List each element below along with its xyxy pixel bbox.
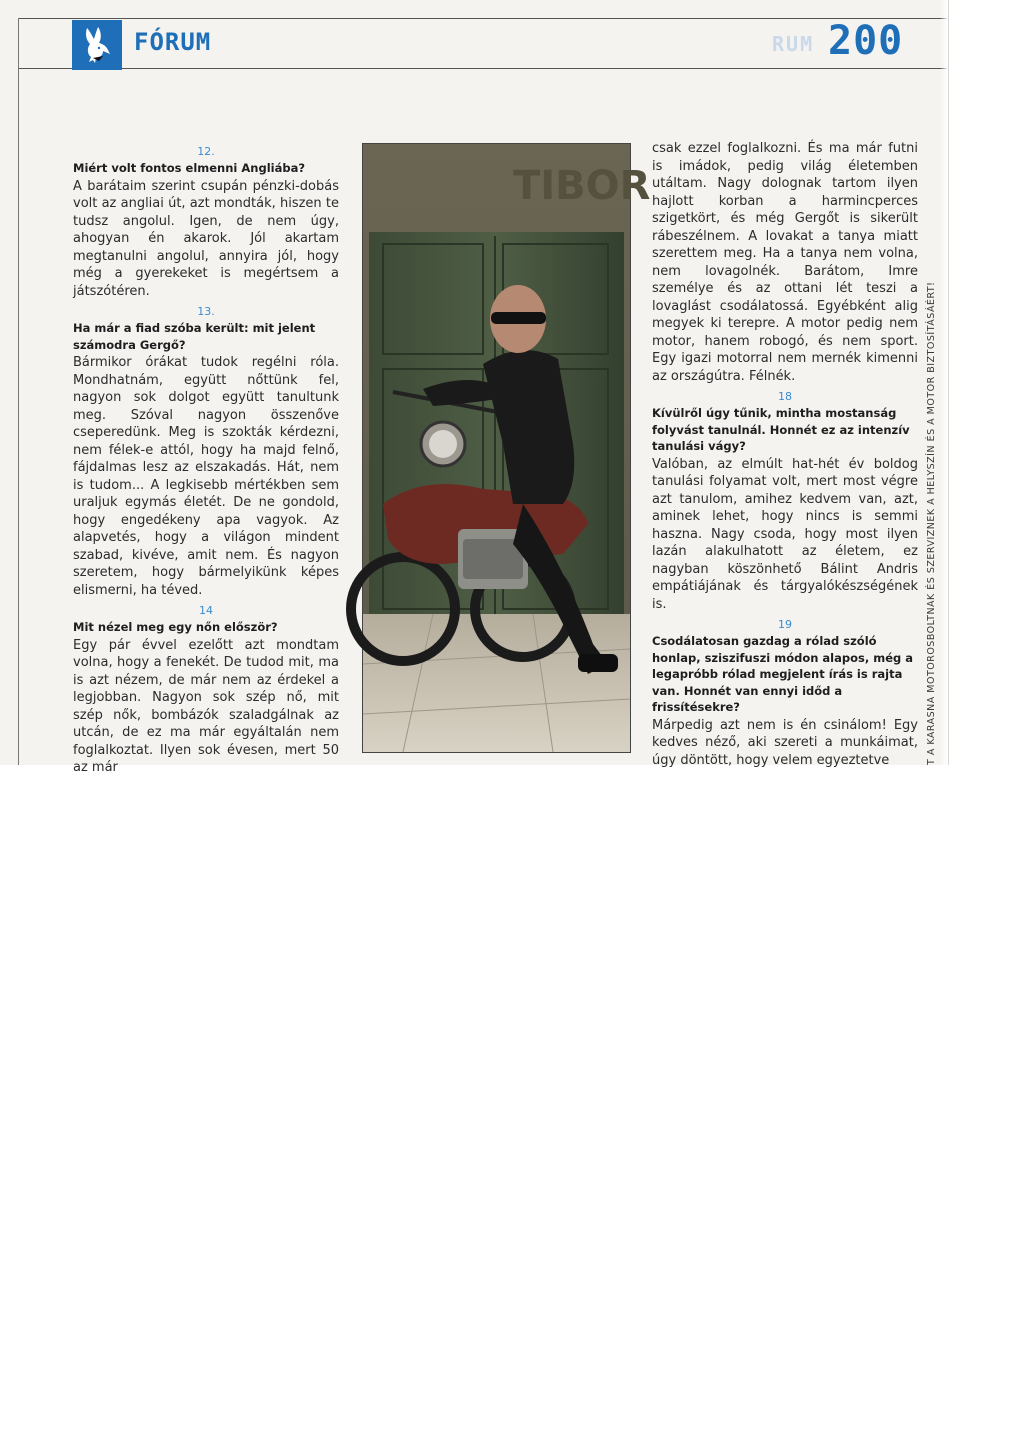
header-rule-top: [18, 18, 948, 19]
motorcycle-photo: [362, 143, 651, 753]
answer-text: A barátaim szerint csupán pénzki-dobás volt az angliai út, azt mondták, hiszen te tudsz angolul. Igen, de nem úgy, ahogyan én akarok. Jól akartam megtanulni angolul, annyira jól, hogy még a gyerekeket is megértsem a játszótéren.: [73, 178, 339, 299]
qa-item: [73, 144, 339, 300]
question-number: 13.: [197, 305, 215, 318]
question-number: 12.: [197, 145, 215, 158]
question-number: 18: [778, 390, 792, 403]
question-number: 14: [199, 604, 213, 617]
wall-sign-text: TIBOR: [513, 163, 651, 209]
question-text: Kívülről úgy tűnik, mintha mostanság folyvást tanulnál. Honnét ez az intenzív tanulási vágy?: [652, 406, 910, 453]
qa-item: [652, 389, 918, 613]
question-text: Csodálatosan gazdag a rólad szóló honlap, sziszifuszi módon alapos, még a legapróbb rólad megjelent írás is rajta van. Honnét van ennyi időd a frissítésekre?: [652, 634, 914, 714]
answer-text: csak ezzel foglalkozni. És ma már futni is imádok, pedig világ életemben utáltam. Nagy dolognak tartom ilyen hajlott korban a harmincperces szigetkört, és még Gergőt is sikerült rábeszélnem. A lovakat a tanya miatt szerettem meg. Ha a tanya nem volna, nem lovagolnék. Barátom, Imre személye és az ottani lét teszi a lovaglást csodálatossá. Egyébként alig megyek ki terepre. A motor pedig nem motor, hanem robogó, és nem sport. Egy igazi motorral nem mernék kimenni az országútra. Félnék.: [652, 141, 918, 384]
qa-item: [73, 603, 339, 777]
left-column: [73, 140, 339, 775]
ghost-section-title: RUM: [772, 32, 815, 56]
qa-item: [652, 140, 918, 385]
question-text: Mit nézel meg egy nőn először?: [73, 620, 278, 634]
question-text: Ha már a fiad szóba került: mit jelent számodra Gergő?: [73, 321, 316, 352]
magazine-page: [0, 0, 949, 775]
vertical-credit-text: T A KARASNA MOTOROSBOLTNAK ÉS SZERVIZNEK A HELYSZÍN ÉS A MOTOR BIZTOSÍTÁSÁÉRT!: [926, 281, 937, 765]
page-left-rule: [18, 18, 19, 765]
answer-text: Bármikor órákat tudok regélni róla. Mondhatnám, együtt nőttünk fel, nagyon sok dolgot együtt tanultunk meg. Szóval nagyon összenőve cseperedünk. Meg is szokták kérdezni, nem félek-e attól, hogy ha majd felnő, fájdalmas lesz az elszakadás. Hát, nem is tudom... A legkisebb mértékben sem uraljuk egymás életét. De ne gondold, hogy engedékeny apa vagyok. Az alapvetés, hogy a világon mindent szabad, kivéve, amit nem. És nagyon szeretem, hogy bármelyikünk képes elismerni, ha téved.: [73, 355, 339, 598]
section-title: FÓRUM: [134, 28, 212, 56]
answer-text: Egy pár évvel ezelőtt azt mondtam volna, hogy a fenekét. De tudod mit, ma is azt nézem, de már nem az érdekel a legjobban. Nagyon sok szép nő, mit szép nők, bombázók szaladgálnak az utcán, de ez ma már egyáltalán nem foglalkoztat. Ilyen sok évesen, mert 50 az már: [73, 637, 339, 775]
qa-item: [652, 617, 918, 769]
bunny-logo-icon: [72, 20, 122, 70]
header-rule-bottom: [18, 68, 948, 69]
qa-item: [73, 304, 339, 599]
question-number: 19: [778, 618, 792, 631]
issue-number: 200: [828, 18, 904, 64]
answer-text: Márpedig azt nem is én csinálom! Egy kedves néző, aki szereti a munkáimat, úgy döntött, hogy velem egyeztetve: [652, 717, 918, 768]
right-column: [652, 140, 918, 766]
vertical-credit: [926, 60, 946, 765]
answer-text: Valóban, az elmúlt hat-hét év boldog tanulási folyamat volt, mert most végre azt tanulom, amihez kedvem van, azt, aminek lehet, hogy nincs is semmi haszna. Nagy csoda, hogy most ilyen lazán alakulhatott az életem, ez nagyban köszönhető Bálint Andris empátiájának és tárgyalókészségének is.: [652, 456, 918, 612]
question-text: Miért volt fontos elmenni Angliába?: [73, 161, 306, 175]
